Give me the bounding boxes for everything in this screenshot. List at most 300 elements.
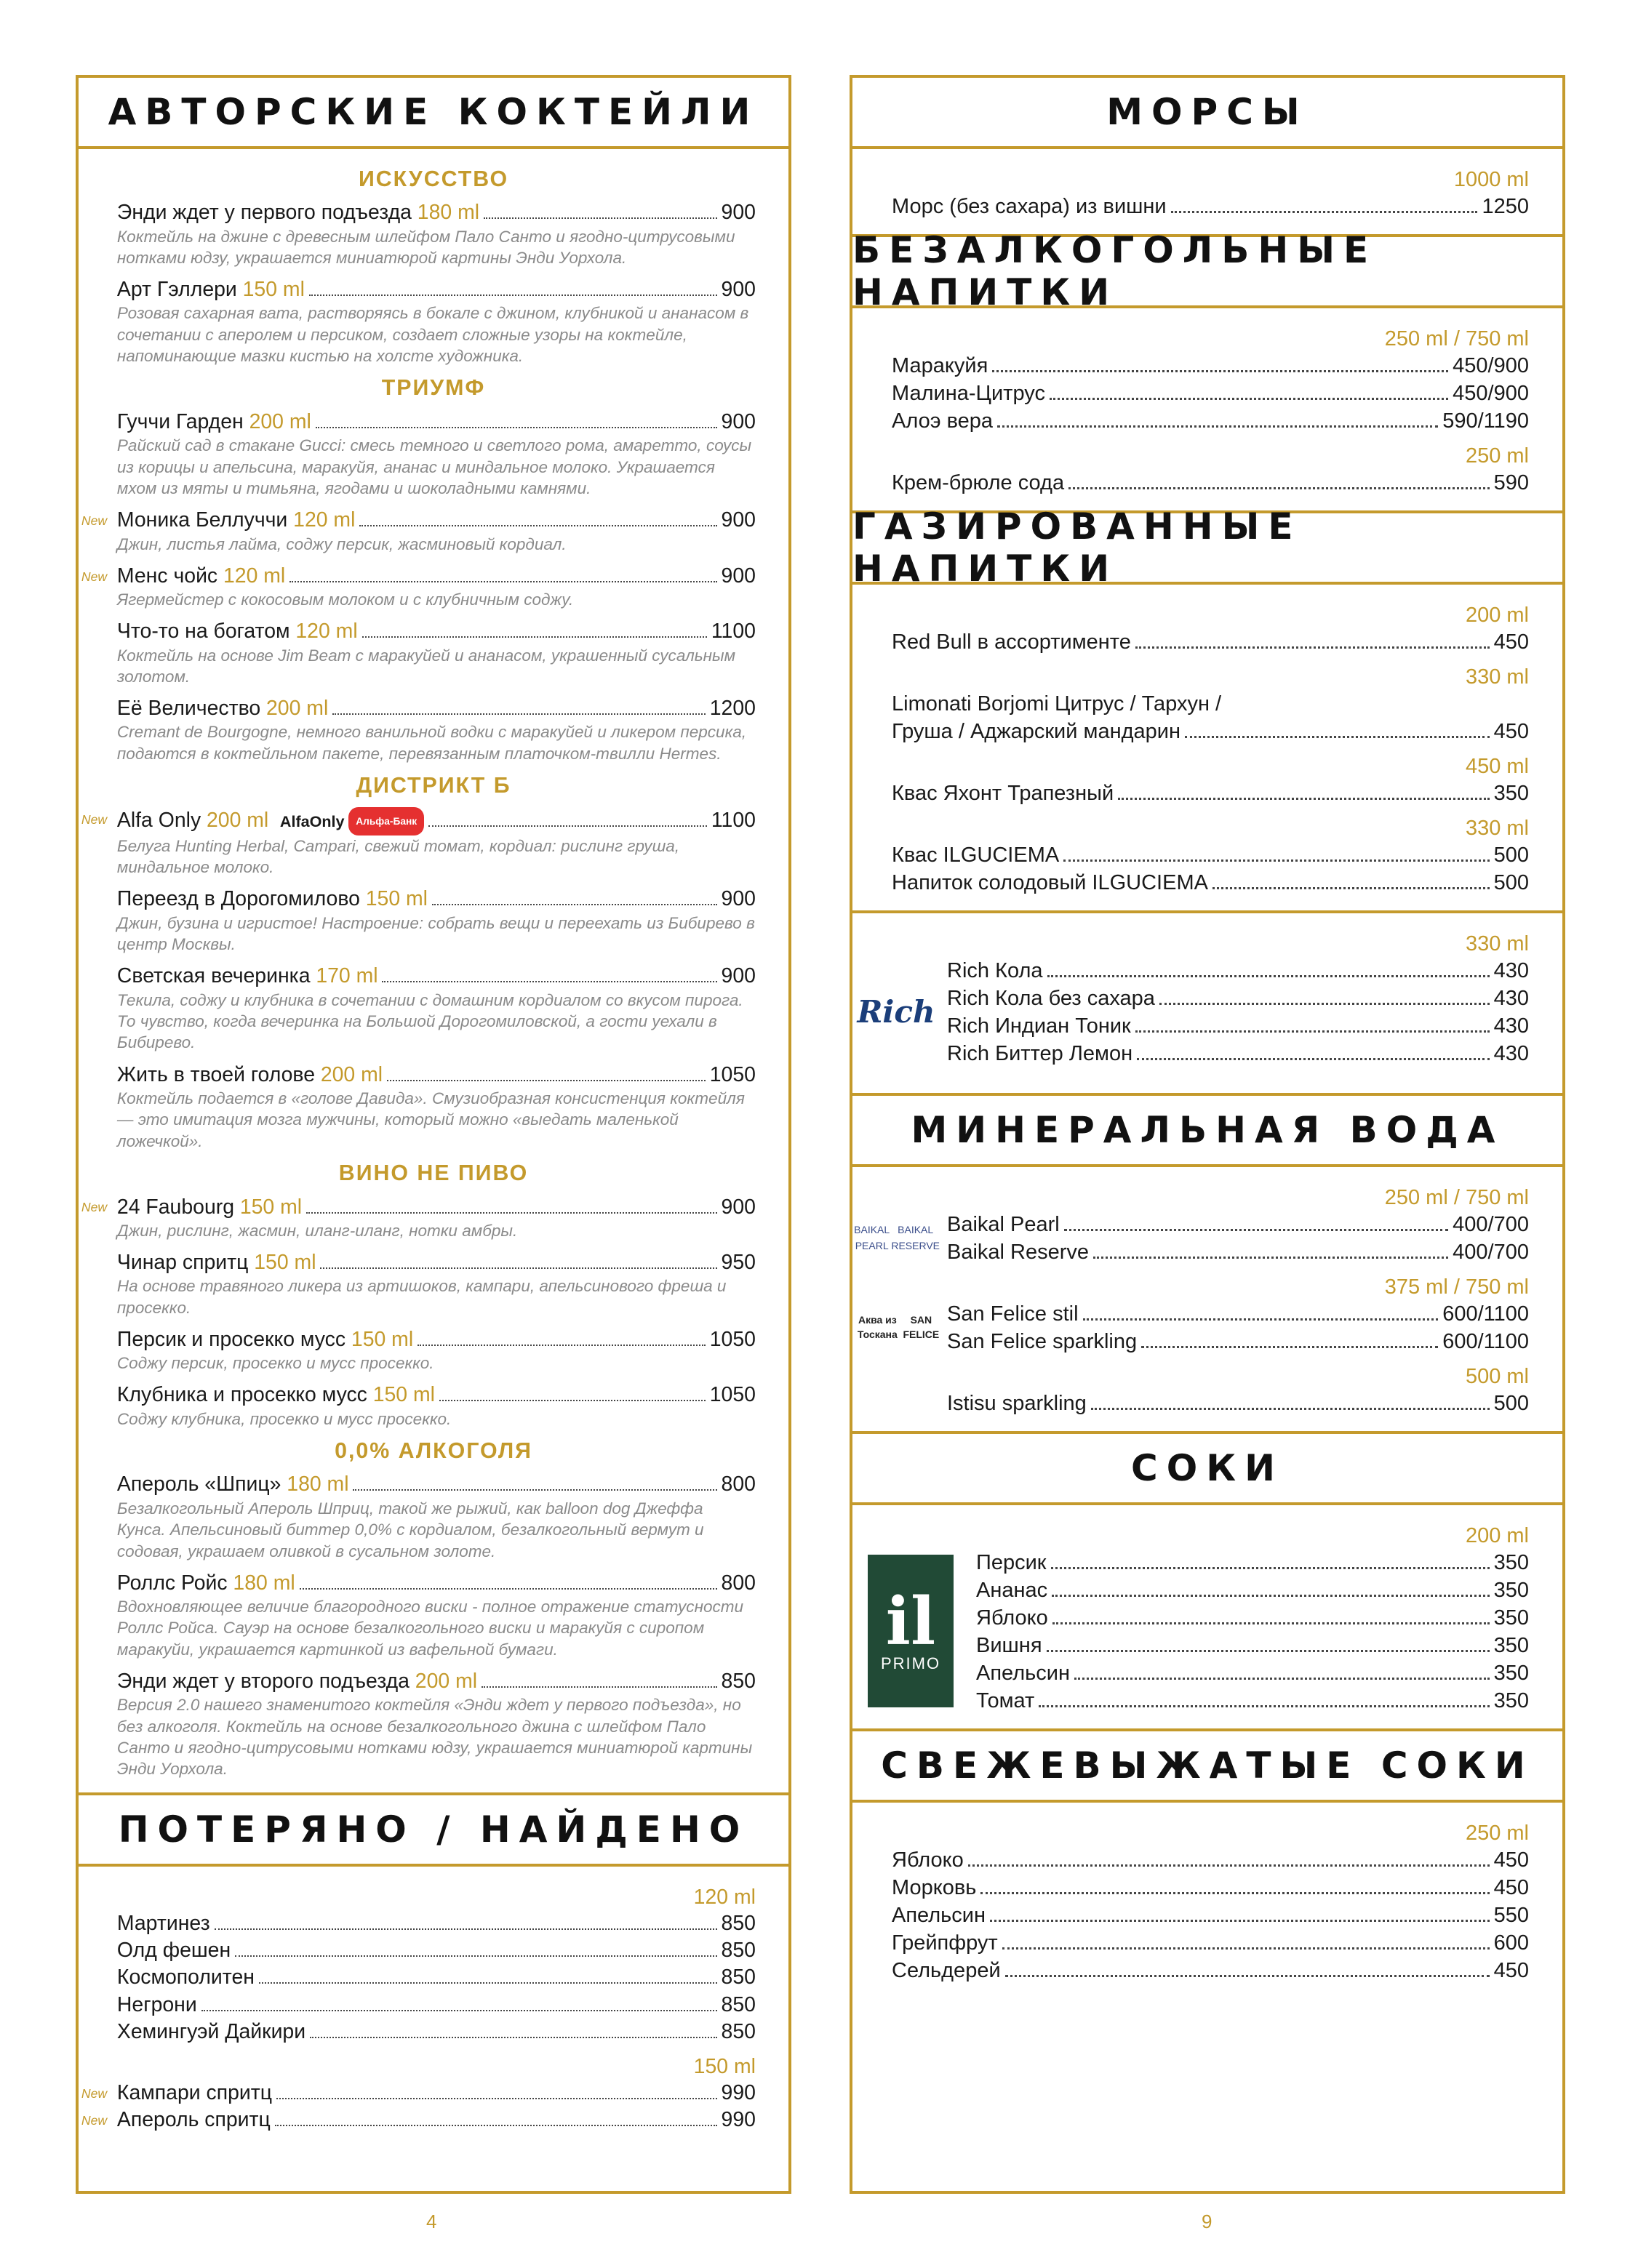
istisu-items (940, 1389, 1562, 1417)
new-badge: New (81, 812, 108, 828)
menu-item-row (976, 1605, 1529, 1631)
dot-leader (275, 2125, 717, 2126)
san-felice-logo-sub: Аква из Тоскана (857, 1314, 898, 1340)
menu-item (79, 2080, 788, 2106)
volume-label: 250 ml (1465, 444, 1529, 468)
item-price: 1100 (711, 620, 756, 644)
menu-item (852, 1930, 1562, 1956)
item-price: 400/700 (1453, 1213, 1529, 1236)
san-felice-logo (852, 1313, 940, 1342)
dot-leader (1159, 1003, 1490, 1005)
section-title: СОКИ (852, 1434, 1562, 1505)
menu-item-row (976, 1632, 1529, 1659)
item-price: 1050 (709, 1062, 756, 1086)
dot-leader (997, 425, 1438, 428)
page-number-left: 4 (426, 2211, 437, 2232)
menu-item (79, 619, 788, 687)
dot-leader (432, 904, 717, 905)
item-description: Версия 2.0 нашего знаменитого коктейля «Энди ждет у первого подъезда», но без алкоголя. Коктейль на основе безалкогольного джина с шлейфом Пало Санто и ягодно-цитрусовыми нотками юдзу, украшается миниатюрой картины Энди Уорхола. (116, 1696, 753, 1779)
menu-item (940, 958, 1562, 984)
menu-item-row (892, 1847, 1529, 1873)
item-name: Алоэ вера (892, 409, 994, 433)
item-name: San Felice sparkling (947, 1330, 1138, 1353)
item-volume: 200 ml (249, 410, 311, 434)
il-primo-logo-box (852, 1555, 969, 1707)
menu-item-row (892, 1902, 1529, 1928)
item-price: 430 (1493, 959, 1529, 982)
baikal-logo (852, 1222, 940, 1254)
item-name: Энди ждет у первого подъезда (116, 201, 412, 225)
rich-items (940, 956, 1562, 1067)
item-name: Апельсин (892, 1904, 986, 1927)
dot-leader (359, 525, 716, 526)
menu-item-row (117, 1327, 756, 1353)
volume-label: 200 ml (1465, 604, 1529, 627)
volume-label: 330 ml (1465, 817, 1529, 840)
menu-item-row (117, 963, 756, 989)
dot-leader (1212, 887, 1490, 889)
section-body (852, 149, 1562, 234)
item-name: Маракуйя (892, 354, 988, 377)
dot-leader (1135, 646, 1490, 649)
item-price: 600/1100 (1442, 1302, 1529, 1326)
menu-item-row (117, 2080, 756, 2106)
dot-leader (276, 2098, 717, 2099)
alfa-brand-text: AlfaOnly (279, 812, 345, 830)
item-price: 350 (1493, 1551, 1529, 1574)
section-title: МИНЕРАЛЬНАЯ ВОДА (852, 1096, 1562, 1167)
section-body (852, 1167, 1562, 1431)
item-description: Соджу клубника, просекко и мусс просекко. (116, 1409, 452, 1428)
item-price: 350 (1493, 782, 1529, 805)
menu-item-row (947, 1239, 1529, 1265)
item-price: 900 (721, 201, 756, 225)
menu-item (79, 2107, 788, 2133)
item-name: Сельдерей (892, 1959, 1001, 1982)
dot-leader (309, 294, 717, 296)
menu-item-row (947, 1041, 1529, 1067)
rich-row (852, 956, 1562, 1067)
baikal-row (852, 1210, 1562, 1265)
section-title: БЕЗАЛКОГОЛЬНЫЕ НАПИТКИ (852, 237, 1562, 308)
menu-item (940, 1013, 1562, 1039)
menu-item (852, 408, 1562, 434)
item-price: 900 (721, 278, 756, 302)
dot-leader (1141, 1346, 1438, 1348)
san-felice-row (852, 1299, 1562, 1355)
menu-item-row (117, 1911, 756, 1936)
item-price: 800 (721, 1571, 756, 1595)
new-badge: New (81, 513, 108, 529)
dot-leader (310, 2037, 717, 2038)
menu-item-row (947, 985, 1529, 1011)
dot-leader (332, 713, 706, 715)
item-price: 450 (1493, 630, 1529, 654)
volume-label: 330 ml (1465, 932, 1529, 955)
menu-item-row (117, 1382, 756, 1408)
item-name: Клубника и просекко мусс (116, 1383, 367, 1407)
volume-label: 450 ml (1465, 755, 1529, 778)
dot-leader (387, 1080, 706, 1081)
section-fresh-juices (852, 1728, 1562, 1998)
item-volume: 150 ml (372, 1383, 435, 1407)
rich-logo: Rich (857, 993, 935, 1030)
dot-leader (1052, 1595, 1489, 1597)
menu-item-row (947, 1211, 1529, 1238)
item-price: 590 (1493, 471, 1529, 494)
dot-leader (990, 1920, 1490, 1922)
menu-item-row (117, 2019, 756, 2045)
dot-leader (1005, 1975, 1490, 1977)
menu-item-row (976, 1660, 1529, 1686)
item-price: 850 (721, 1911, 756, 1935)
menu-item (852, 691, 1562, 717)
menu-item (79, 1382, 788, 1430)
menu-item (79, 1195, 788, 1242)
item-volume: 150 ml (242, 278, 305, 302)
item-price: 600 (1493, 1931, 1529, 1955)
item-price: 850 (721, 2019, 756, 2043)
item-price: 900 (721, 508, 756, 532)
item-price: 1050 (709, 1327, 756, 1351)
item-name: Томат (976, 1689, 1035, 1712)
section-title: ГАЗИРОВАННЫЕ НАПИТКИ (852, 513, 1562, 585)
menu-item (852, 1958, 1562, 1984)
baikal-reserve-logo: BAIKAL RESERVE (891, 1224, 940, 1251)
item-description: Ягермейстер с кокосовым молоком и с клубничным соджу. (116, 590, 574, 609)
menu-item (852, 780, 1562, 806)
item-price: 400/700 (1453, 1241, 1529, 1264)
section-non-alcoholic (852, 229, 1562, 510)
item-price: 850 (721, 1992, 756, 2016)
subsection-title: ТРИУМФ (381, 375, 486, 401)
item-name: Груша / Аджарский мандарин (892, 720, 1180, 743)
volume-label: 1000 ml (1453, 168, 1529, 191)
item-name: Переезд в Дорогомилово (116, 887, 360, 911)
dot-leader (980, 1892, 1489, 1894)
item-name: Негрони (116, 1992, 197, 2016)
item-price: 450 (1493, 1876, 1529, 1899)
menu-item (79, 1669, 788, 1780)
menu-item-row (892, 870, 1529, 896)
section-body (852, 1505, 1562, 1728)
section-body (79, 149, 788, 1792)
item-name: Квас Яхонт Трапезный (892, 782, 1114, 805)
item-price: 500 (1493, 1392, 1529, 1415)
menu-item-row (117, 1250, 756, 1275)
item-name: Роллс Ройс (116, 1571, 228, 1595)
dot-leader (235, 1955, 717, 1957)
dot-leader (1002, 1947, 1490, 1950)
menu-item (79, 1911, 788, 1936)
section-mors (852, 78, 1562, 234)
new-badge: New (81, 2085, 108, 2101)
menu-item (79, 1062, 788, 1153)
item-name: Что-то на богатом (116, 620, 290, 644)
section-soda (852, 505, 1562, 910)
volume-label: 330 ml (1465, 665, 1529, 689)
dot-leader (992, 370, 1448, 372)
item-name: Космополитен (116, 1966, 255, 1989)
menu-item-row (976, 1550, 1529, 1576)
dot-leader (418, 1345, 706, 1346)
item-description: Коктейль на джине с древесным шлейфом Пало Санто и ягодно-цитрусовыми нотками юдзу, украшается миниатюрой картины Энди Уорхола. (116, 227, 735, 267)
item-name: Грейпфрут (892, 1931, 998, 1955)
volume-label: 500 ml (1465, 1365, 1529, 1388)
menu-item-row (976, 1577, 1529, 1603)
volume-label: 120 ml (693, 1885, 756, 1909)
item-price: 500 (1493, 844, 1529, 867)
dot-leader (289, 581, 717, 582)
item-volume: 200 ml (320, 1062, 383, 1086)
san-felice-logo-name: SAN FELICE (903, 1314, 940, 1340)
menu-item (969, 1577, 1562, 1603)
menu-item (79, 1472, 788, 1562)
dot-leader (316, 427, 717, 428)
section-rich (852, 910, 1562, 1093)
menu-item (79, 508, 788, 555)
item-name: Rich Индиан Тоник (947, 1014, 1131, 1038)
item-price: 850 (721, 1669, 756, 1693)
item-price: 430 (1493, 987, 1529, 1010)
item-name: San Felice stil (947, 1302, 1079, 1326)
volume-label: 200 ml (1465, 1524, 1529, 1547)
menu-item-row (892, 842, 1529, 868)
dot-leader (1052, 1622, 1490, 1624)
item-name: Rich Кола (947, 959, 1043, 982)
item-price: 850 (721, 1966, 756, 1989)
item-name: Мартинез (116, 1911, 210, 1935)
item-price: 430 (1493, 1014, 1529, 1038)
dot-leader (439, 1400, 706, 1401)
menu-item (852, 1875, 1562, 1901)
item-description: Соджу персик, просекко и мусс просекко. (116, 1354, 434, 1373)
section-mineral-water (852, 1093, 1562, 1431)
menu-item-row (892, 1875, 1529, 1901)
section-juices (852, 1431, 1562, 1728)
item-price: 550 (1493, 1904, 1529, 1927)
dot-leader (1047, 1650, 1490, 1652)
item-description: Cremant de Bourgogne, немного ванильной водки с маракуйей и ликером персика, подаются в коктейльном пакете, перевязанным платочком-твилли Hermes. (116, 723, 747, 763)
item-price: 900 (721, 410, 756, 434)
volume-label: 375 ml / 750 ml (1384, 1275, 1529, 1299)
item-name: Апероль «Шпиц» (116, 1472, 281, 1496)
item-price: 450 (1493, 720, 1529, 743)
menu-item-row (117, 886, 756, 912)
item-name: Istisu sparkling (947, 1392, 1087, 1415)
menu-item-row (892, 691, 1529, 717)
item-volume: 180 ml (287, 1472, 349, 1496)
item-name: Вишня (976, 1634, 1042, 1657)
dot-leader (482, 1686, 717, 1688)
menu-item (79, 807, 788, 878)
item-name: Напиток солодовый ILGUCIEMA (892, 871, 1208, 894)
item-volume: 200 ml (415, 1669, 478, 1693)
san-felice-items (940, 1299, 1562, 1355)
menu-item-row (117, 1938, 756, 1963)
il-primo-logo-small: PRIMO (880, 1654, 941, 1672)
dot-leader (428, 825, 707, 827)
item-description: Райский сад в стакане Gucci: смесь темного и светлого рома, амаретто, соусы из корицы и апельсина, маракуйя, ананас и миндальное молоко. Украшается мхом из мяты и тимьяна, ягодами и шоколадными камнями. (116, 436, 752, 498)
item-price: 990 (721, 2107, 756, 2131)
subsection-title: ВИНО НЕ ПИВО (338, 1160, 529, 1185)
menu-item (79, 1250, 788, 1318)
item-description: Джин, рислинг, жасмин, иланг-иланг, нотки амбры. (116, 1221, 518, 1240)
baikal-pearl-logo: BAIKAL PEARL (854, 1224, 890, 1251)
menu-item (969, 1632, 1562, 1659)
item-price: 350 (1493, 1662, 1529, 1685)
item-price: 600/1100 (1442, 1330, 1529, 1353)
item-volume: 180 ml (233, 1571, 295, 1595)
section-lost-found (79, 1792, 788, 2147)
item-name: Кампари спритц (116, 2080, 273, 2104)
item-name: Апероль спритц (116, 2107, 271, 2131)
menu-item (79, 1571, 788, 1661)
item-name: Олд фешен (116, 1939, 231, 1963)
dot-leader (1135, 1030, 1490, 1033)
item-price: 590/1190 (1442, 409, 1529, 433)
menu-item-row (892, 193, 1529, 220)
dot-leader (1050, 398, 1448, 400)
menu-item (940, 1041, 1562, 1067)
item-name: Red Bull в ассортименте (892, 630, 1131, 654)
dot-leader (1063, 859, 1489, 862)
menu-item (969, 1605, 1562, 1631)
item-description: Коктейль на основе Jim Beam с маракуйей и ананасом, украшенный сусальным золотом. (116, 646, 736, 686)
dot-leader (1068, 487, 1490, 489)
item-volume: 150 ml (351, 1327, 414, 1351)
item-name: Жить в твоей голове (116, 1062, 315, 1086)
menu-item-row (117, 409, 756, 435)
item-price: 500 (1493, 871, 1529, 894)
alfa-bank-icon: Альфа-Банк (348, 807, 424, 836)
menu-item-row (117, 1669, 756, 1694)
item-price: 350 (1493, 1606, 1529, 1630)
item-price: 350 (1493, 1579, 1529, 1602)
dot-leader (1093, 1257, 1448, 1259)
item-volume: 180 ml (417, 201, 480, 225)
item-price: 990 (721, 2080, 756, 2104)
item-description: На основе травяного ликера из артишоков, кампари, апельсинового фреша и просекко. (116, 1277, 727, 1317)
item-description: Безалкогольный Апероль Шприц, такой же рыжий, как balloon dog Джеффа Кунса. Апельсиновый биттер 0,0% с кордиалом, безалкогольный вермут и содовая, украшаем оливкой в сусальном золоте. (116, 1499, 704, 1560)
menu-item (940, 1301, 1562, 1327)
menu-item (940, 1239, 1562, 1265)
item-price: 850 (721, 1939, 756, 1963)
item-name: Арт Гэллери (116, 278, 237, 302)
item-name: Её Величество (116, 697, 261, 721)
item-price: 350 (1493, 1689, 1529, 1712)
menu-item (79, 2019, 788, 2045)
item-price: 800 (721, 1472, 756, 1496)
menu-item-row (892, 380, 1529, 406)
menu-item-row (892, 353, 1529, 379)
menu-item-row (892, 470, 1529, 496)
item-price: 450/900 (1453, 382, 1529, 405)
dot-leader (1137, 1058, 1490, 1060)
dot-leader (1051, 1567, 1490, 1569)
item-name: Персик и просекко мусс (116, 1327, 346, 1351)
item-name: Светская вечеринка (116, 964, 311, 988)
menu-item-row (117, 1062, 756, 1088)
dot-leader (1171, 211, 1478, 213)
item-volume: 150 ml (365, 887, 428, 911)
menu-item (969, 1688, 1562, 1714)
menu-item-row (117, 696, 756, 721)
menu-item (79, 696, 788, 764)
item-description: Коктейль подается в «голове Давида». Смузиобразная консистенция коктейля — это имитация мозга мужчины, который можно «выедать маленькой ложечкой». (116, 1089, 745, 1150)
subsection-title: ДИСТРИКТ Б (356, 772, 511, 798)
section-body (852, 1803, 1562, 1998)
menu-item-row (892, 629, 1529, 655)
item-price: 900 (721, 887, 756, 911)
menu-item (79, 1327, 788, 1374)
item-description: Джин, листья лайма, соджу персик, жасминовый кордиал. (116, 534, 567, 553)
menu-item (852, 629, 1562, 655)
menu-item-row (892, 1958, 1529, 1984)
menu-item (940, 985, 1562, 1011)
menu-item-row (117, 619, 756, 644)
section-body (79, 1867, 788, 2147)
left-menu-column (76, 75, 791, 2194)
item-name: Морс (без сахара) из вишни (892, 195, 1167, 218)
item-price: 450/900 (1453, 354, 1529, 377)
item-name: Моника Беллуччи (116, 508, 288, 532)
menu-item-row (117, 807, 756, 836)
menu-item-row (117, 1992, 756, 2018)
menu-item (79, 963, 788, 1054)
item-description: Вдохновляющее величие благородного виски - полное отражение статусности Роллс Ройса. Сауэр на основе безалкогольного виски и маракуйя с сиропом маракуйи, украшается картинкой из вафельной бумаги. (116, 1597, 744, 1659)
item-volume: 120 ml (293, 508, 356, 532)
item-price: 900 (721, 964, 756, 988)
menu-item (852, 718, 1562, 745)
menu-item (969, 1550, 1562, 1576)
dot-leader (1185, 736, 1490, 738)
menu-item (852, 1847, 1562, 1873)
item-price: 450 (1493, 1959, 1529, 1982)
section-body (852, 585, 1562, 910)
menu-item-row (117, 564, 756, 589)
section-author-cocktails (79, 78, 788, 1792)
item-price: 350 (1493, 1634, 1529, 1657)
baikal-items (940, 1210, 1562, 1265)
rich-logo-box (852, 994, 940, 1030)
item-name: Апельсин (976, 1662, 1070, 1685)
item-price: 1200 (709, 697, 756, 721)
item-name: Alfa Only (116, 808, 201, 832)
item-price: 450 (1493, 1848, 1529, 1872)
item-volume: 120 ml (223, 564, 286, 588)
item-price: 1100 (711, 808, 756, 832)
menu-item (79, 564, 788, 611)
dot-leader (1064, 1229, 1448, 1231)
menu-item (79, 277, 788, 367)
menu-item (940, 1211, 1562, 1238)
menu-item-row (892, 718, 1529, 745)
item-price: 430 (1493, 1042, 1529, 1065)
menu-item-row (117, 1571, 756, 1596)
new-badge: New (81, 569, 108, 584)
section-title: АВТОРСКИЕ КОКТЕЙЛИ (79, 78, 788, 149)
volume-label: 250 ml / 750 ml (1384, 327, 1529, 350)
item-name: Limonati Borjomi Цитрус / Тархун / (892, 692, 1222, 716)
menu-item-row (117, 1195, 756, 1220)
item-description: Джин, бузина и игристое! Настроение: собрать вещи и переехать из Бибирево в центр Москвы. (116, 913, 755, 954)
item-price: 1050 (709, 1383, 756, 1407)
item-name: Чинар спритц (116, 1250, 249, 1274)
menu-item-row (892, 780, 1529, 806)
dot-leader (353, 1489, 716, 1491)
item-volume: 170 ml (316, 964, 378, 988)
